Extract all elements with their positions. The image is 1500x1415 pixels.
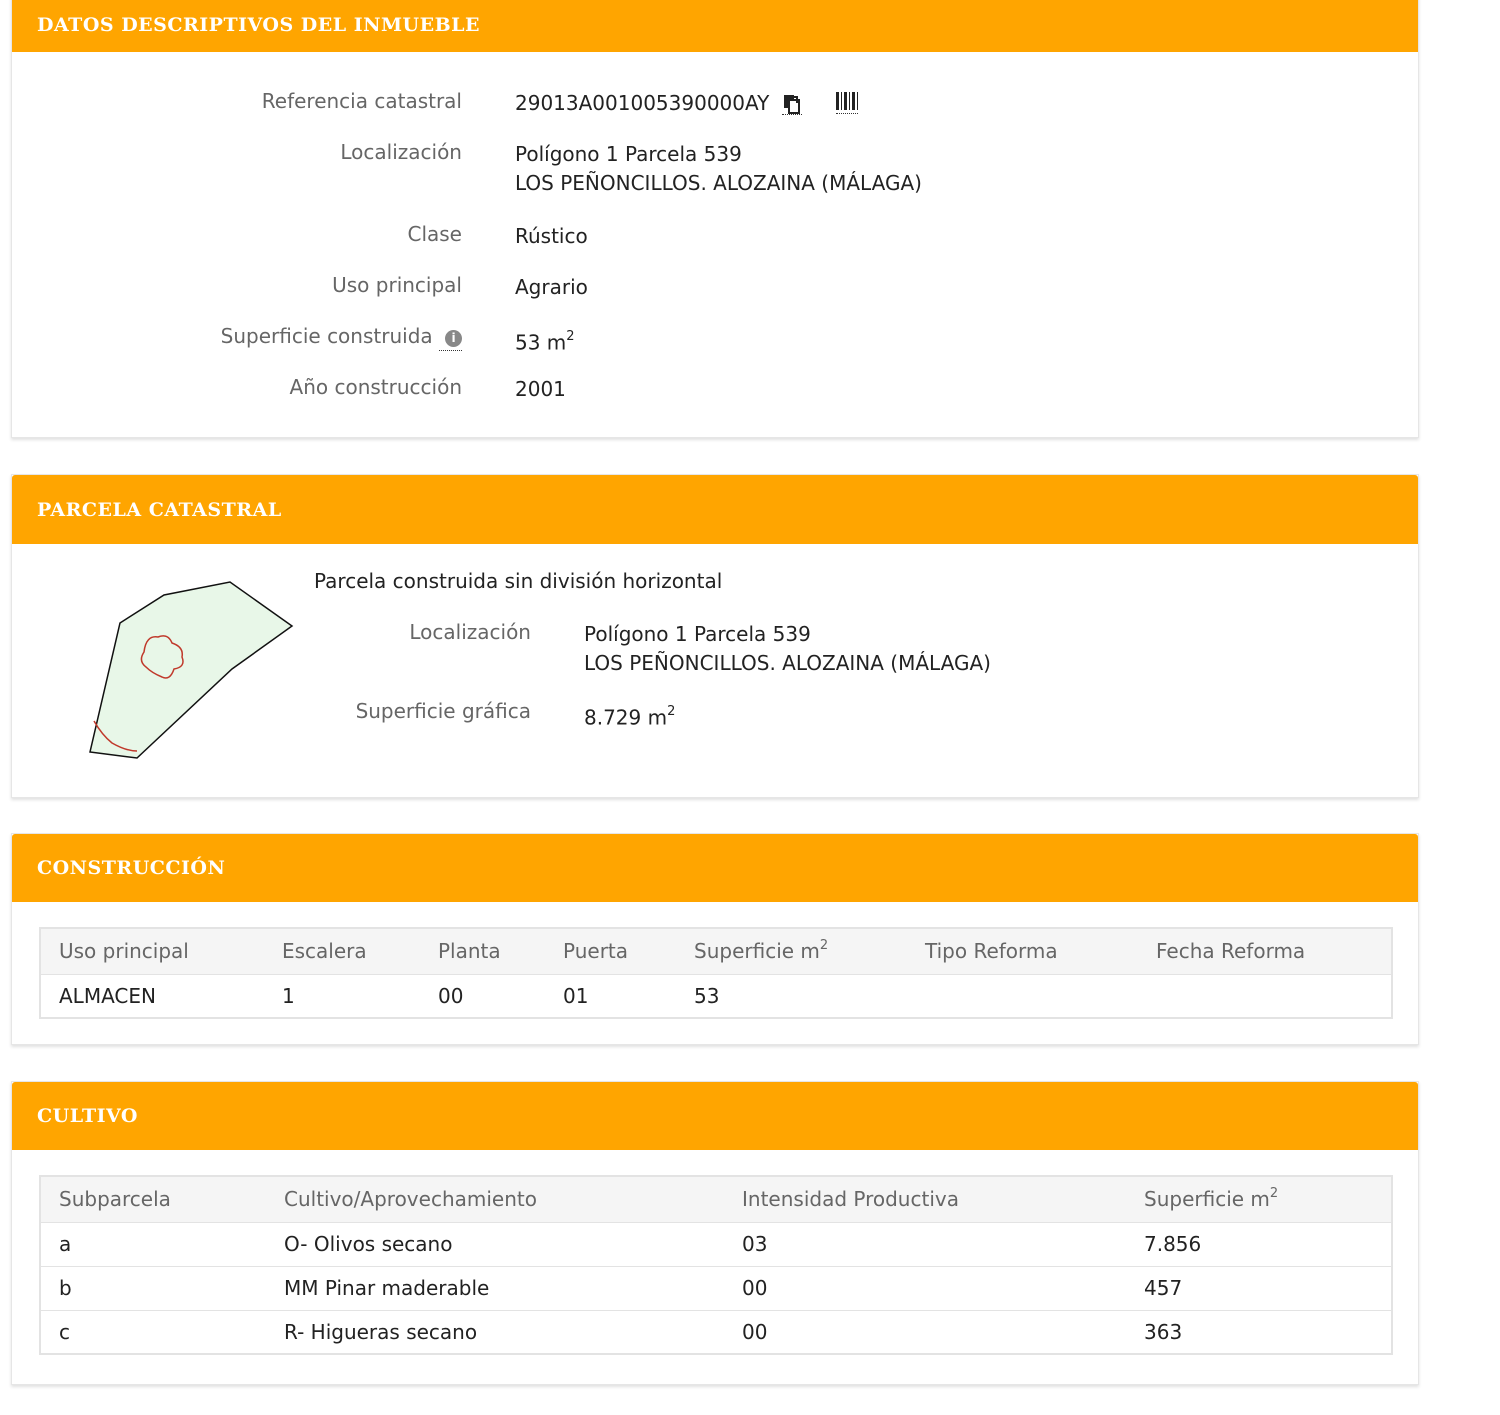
label-clase: Clase: [407, 222, 462, 246]
value-superficie: [515, 324, 575, 358]
value-referencia: [515, 89, 858, 118]
label-superficie-grafica: Superficie gráfica: [355, 699, 531, 723]
table-row: [40, 974, 1392, 1018]
table-row: [40, 1266, 1392, 1310]
localizacion-line2: LOS PEÑONCILLOS. ALOZAINA (MÁLAGA): [584, 651, 991, 675]
value-clase: Rústico: [515, 224, 588, 248]
panel-title: CULTIVO: [12, 1082, 1418, 1150]
table-cell: b: [40, 1266, 266, 1310]
panel-cultivo: [11, 1081, 1419, 1385]
superscript: 2: [1269, 1185, 1279, 1201]
table-cell: 363: [1126, 1310, 1392, 1354]
parcel-map[interactable]: [82, 575, 302, 765]
column-header: Intensidad Productiva: [724, 1176, 1126, 1222]
table-cell: 7.856: [1126, 1222, 1392, 1266]
construccion-table: [39, 927, 1393, 1019]
column-header: Subparcela: [40, 1176, 266, 1222]
table-cell: [1138, 974, 1392, 1018]
table-cell: c: [40, 1310, 266, 1354]
table-cell: ALMACEN: [40, 974, 264, 1018]
info-tooltip-trigger[interactable]: [439, 324, 462, 351]
localizacion-line2: LOS PEÑONCILLOS. ALOZAINA (MÁLAGA): [515, 171, 922, 195]
table-header-row: [40, 1176, 1392, 1222]
value-localizacion: [515, 140, 922, 198]
panel-title: PARCELA CATASTRAL: [12, 475, 1418, 544]
table-cell: 03: [724, 1222, 1126, 1266]
referencia-text: 29013A001005390000AY: [515, 91, 770, 115]
column-header: Fecha Reforma: [1138, 928, 1392, 974]
panel-title: CONSTRUCCIÓN: [12, 834, 1418, 902]
column-header: Puerta: [545, 928, 676, 974]
label-anio: Año construcción: [289, 375, 462, 399]
value-localizacion: [584, 620, 991, 678]
value-anio: 2001: [515, 377, 566, 401]
superscript: 2: [819, 937, 829, 953]
table-cell: 01: [545, 974, 676, 1018]
header-text: Superficie m: [694, 939, 820, 964]
table-cell: O- Olivos secano: [266, 1222, 724, 1266]
column-header: [1126, 1176, 1392, 1222]
panel-datos-inmueble: [11, 0, 1419, 438]
parcel-outline: [90, 582, 292, 758]
table-cell: 00: [420, 974, 545, 1018]
label-referencia: Referencia catastral: [261, 89, 462, 113]
table-cell: R- Higueras secano: [266, 1310, 724, 1354]
superscript: 2: [667, 704, 676, 719]
superficie-value-text: 53 m: [515, 330, 567, 355]
superficie-label-text: Superficie construida: [220, 324, 433, 348]
column-header: Cultivo/Aprovechamiento: [266, 1176, 724, 1222]
column-header: Escalera: [264, 928, 420, 974]
localizacion-line1: Polígono 1 Parcela 539: [515, 142, 742, 166]
panel-title: DATOS DESCRIPTIVOS DEL INMUEBLE: [12, 0, 1418, 52]
parcela-subtitle: Parcela construida sin división horizontal: [314, 569, 723, 593]
label-superficie: [221, 324, 462, 351]
column-header: Uso principal: [40, 928, 264, 974]
table-cell: 457: [1126, 1266, 1392, 1310]
table-cell: MM Pinar maderable: [266, 1266, 724, 1310]
table-cell: 00: [724, 1310, 1126, 1354]
table-header-row: [40, 928, 1392, 974]
label-localizacion: Localización: [340, 140, 462, 164]
value-superficie-grafica: [584, 699, 675, 733]
barcode-icon[interactable]: [836, 92, 858, 114]
table-cell: 00: [724, 1266, 1126, 1310]
superscript: 2: [566, 329, 575, 344]
table-cell: 53: [676, 974, 907, 1018]
value-uso: Agrario: [515, 275, 588, 299]
info-icon: i: [445, 330, 462, 347]
column-header: Tipo Reforma: [907, 928, 1138, 974]
table-row: [40, 1310, 1392, 1354]
table-row: [40, 1222, 1392, 1266]
column-header: [676, 928, 907, 974]
label-uso: Uso principal: [332, 273, 462, 297]
localizacion-line1: Polígono 1 Parcela 539: [584, 622, 811, 646]
superficie-grafica-text: 8.729 m: [584, 705, 668, 730]
table-cell: 1: [264, 974, 420, 1018]
table-cell: a: [40, 1222, 266, 1266]
header-text: Superficie m: [1144, 1187, 1270, 1212]
label-localizacion: Localización: [409, 620, 531, 644]
cultivo-table: [39, 1175, 1393, 1355]
column-header: Planta: [420, 928, 545, 974]
panel-parcela-catastral: [11, 474, 1419, 798]
copy-icon[interactable]: [782, 93, 802, 115]
panel-construccion: [11, 833, 1419, 1045]
table-cell: [907, 974, 1138, 1018]
